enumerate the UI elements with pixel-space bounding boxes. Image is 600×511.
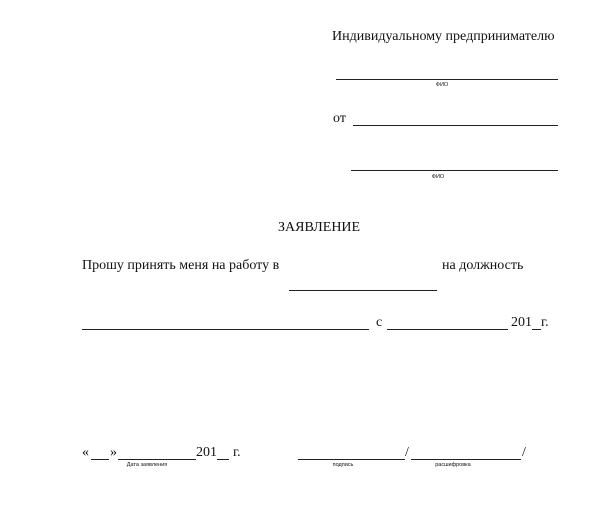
fio-caption-2: ФИО (431, 174, 445, 180)
footer-year-prefix: 201 (196, 445, 217, 460)
document-title: ЗАЯВЛЕНИЕ (278, 220, 361, 235)
decoding-line (411, 459, 521, 460)
signature-caption: подпись (332, 462, 354, 468)
from-label: от (333, 111, 346, 126)
request-text: Прошу принять меня на работу в (82, 258, 280, 273)
footer-year-digit-line (217, 459, 229, 460)
decoding-caption: расшифровка (435, 462, 471, 468)
close-quote: » (110, 445, 117, 460)
from-date-prefix: с (376, 315, 383, 330)
signature-line (298, 459, 405, 460)
from-fio-line (351, 170, 558, 171)
date-caption: Дата заявления (126, 462, 168, 468)
addressee-fio-line (336, 79, 558, 80)
slash-1: / (405, 445, 409, 460)
open-quote: « (82, 445, 89, 460)
year-suffix: г. (541, 315, 549, 330)
employer-line (289, 290, 437, 291)
year-prefix: 201 (511, 315, 532, 330)
footer-year-suffix: г. (233, 445, 241, 460)
from-line (353, 125, 558, 126)
month-line (118, 459, 196, 460)
year-digit-line (532, 329, 541, 330)
slash-2: / (522, 445, 526, 460)
fio-caption-1: ФИО (435, 82, 449, 88)
position-text: на должность (442, 258, 524, 273)
addressee-text: Индивидуальному предпринимателю (332, 29, 555, 44)
position-line (82, 329, 369, 330)
start-date-line (387, 329, 508, 330)
day-line (91, 459, 109, 460)
